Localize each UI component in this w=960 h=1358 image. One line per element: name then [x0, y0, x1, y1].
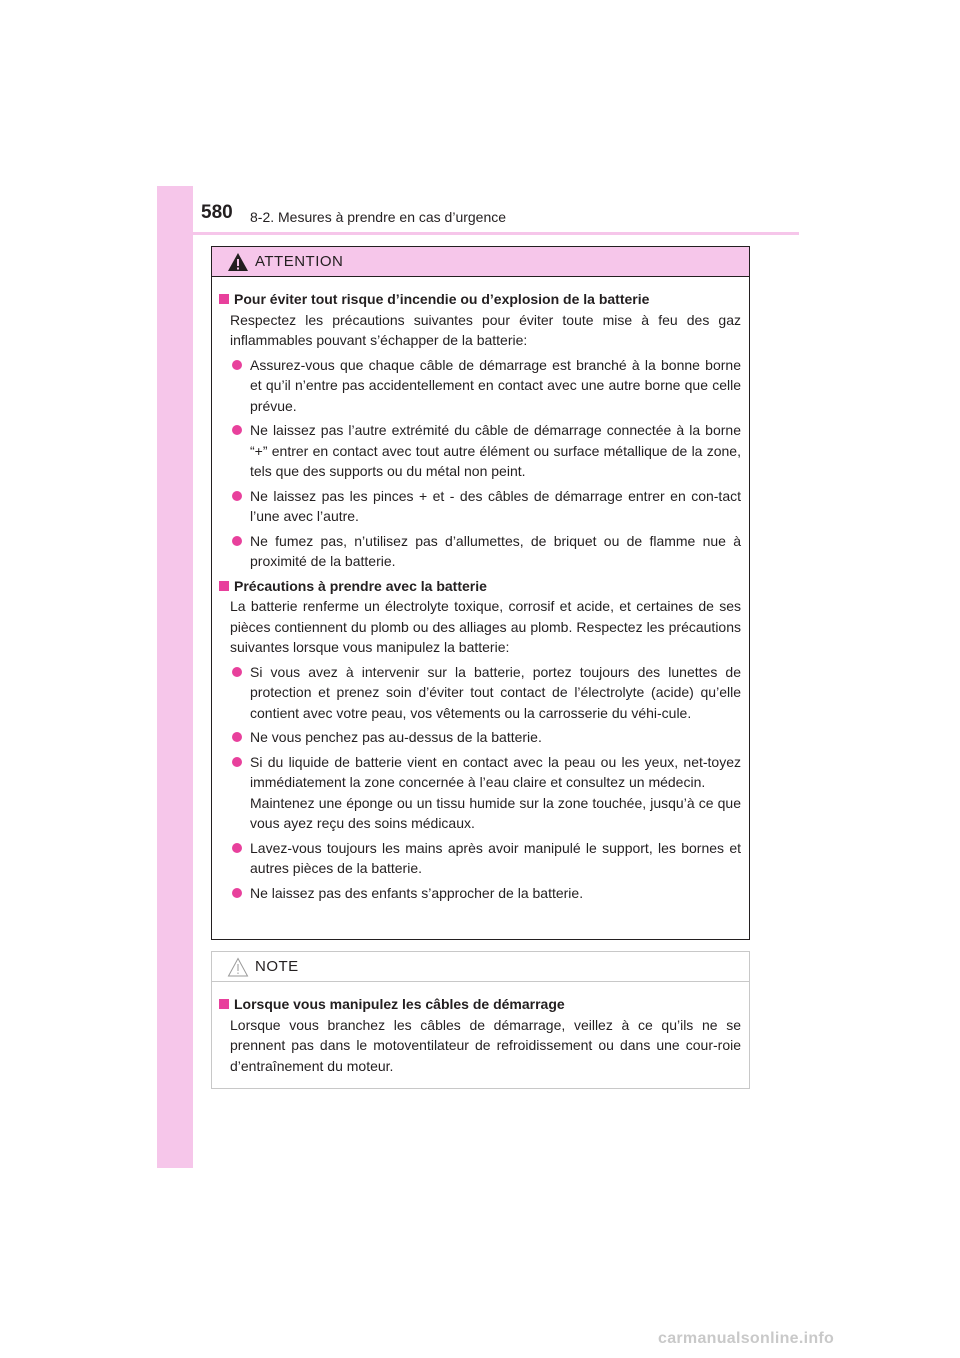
section-title-fire-risk: Pour éviter tout risque d’incendie ou d’explosion de la batterie — [219, 289, 741, 310]
section-intro: Respectez les précautions suivantes pour éviter toute mise à feu des gaz inflammables pouvant s’échapper de la batterie: — [230, 311, 741, 348]
list-item: Ne vous penchez pas au-dessus de la batterie. — [219, 727, 741, 748]
circle-bullet-icon — [232, 667, 242, 677]
attention-header — [212, 247, 749, 277]
note-body — [212, 982, 749, 1076]
list-item: Lavez-vous toujours les mains après avoir manipulé le support, les bornes et autres pièces de la batterie. — [219, 838, 741, 879]
page-number: 580 — [201, 202, 233, 223]
note-text: Lorsque vous branchez les câbles de démarrage, veillez à ce qu’ils ne se prennent pas dans le motoventilateur de refroidissement ou dans une cour-roie d’entraînement du moteur. — [230, 1016, 741, 1074]
note-box — [211, 951, 750, 1089]
note-header — [212, 952, 749, 982]
attention-body — [212, 277, 749, 903]
section-header-title: 8-2. Mesures à prendre en cas d’urgence — [250, 209, 507, 225]
circle-bullet-icon — [232, 425, 242, 435]
caution-triangle-outline-icon — [227, 957, 249, 977]
circle-bullet-icon — [232, 888, 242, 898]
circle-bullet-icon — [232, 536, 242, 546]
list-item: Si du liquide de batterie vient en contact avec la peau ou les yeux, net-toyez immédiatement la zone concernée à l’eau claire et consultez un médecin. Maintenez une éponge ou un tissu humide sur la zone touchée, jusqu’à ce que vous ayez reçu des soins médicaux. — [219, 752, 741, 834]
watermark-text: carmanualsonline.info — [658, 1330, 835, 1347]
square-bullet-icon — [219, 294, 229, 304]
header-rule — [157, 232, 799, 235]
section-title-battery-precautions: Précautions à prendre avec la batterie — [219, 576, 741, 597]
note-section-title: Lorsque vous manipulez les câbles de démarrage — [219, 994, 741, 1015]
note-label: NOTE — [255, 958, 299, 975]
list-item: Assurez-vous que chaque câble de démarrage est branché à la bonne borne et qu’il n’entre pas accidentellement en contact avec une autre borne que celle prévue. — [219, 355, 741, 417]
circle-bullet-icon — [232, 757, 242, 767]
list-item: Si vous avez à intervenir sur la batterie, portez toujours des lunettes de protection et prenez soin d’éviter tout contact de l’électrolyte (acide) qu’elle contient avec votre peau, vos vêtements ou la carrosserie du véhi-cule. — [219, 662, 741, 724]
square-bullet-icon — [219, 999, 229, 1009]
list-item: Ne laissez pas les pinces + et - des câbles de démarrage entrer en con-tact l’une avec l’autre. — [219, 486, 741, 527]
circle-bullet-icon — [232, 843, 242, 853]
circle-bullet-icon — [232, 360, 242, 370]
list-item: Ne laissez pas l’autre extrémité du câble de démarrage connectée à la borne “+” entrer en contact avec tout autre élément ou surface métallique de la zone, tels que des supports ou du métal non peint. — [219, 420, 741, 482]
list-item: Ne laissez pas des enfants s’approcher de la batterie. — [219, 883, 741, 904]
side-color-band — [157, 186, 193, 1168]
attention-label: ATTENTION — [255, 253, 344, 270]
square-bullet-icon — [219, 581, 229, 591]
list-item: Ne fumez pas, n’utilisez pas d’allumettes, de briquet ou de flamme nue à proximité de la batterie. — [219, 531, 741, 572]
section-intro: La batterie renferme un électrolyte toxique, corrosif et acide, et certaines de ses pièces contiennent du plomb ou des alliages au plomb. Respectez les précautions suivantes lorsque vous manipulez la batterie: — [230, 598, 741, 655]
attention-box — [211, 246, 750, 940]
circle-bullet-icon — [232, 491, 242, 501]
circle-bullet-icon — [232, 732, 242, 742]
warning-triangle-icon — [227, 252, 249, 272]
